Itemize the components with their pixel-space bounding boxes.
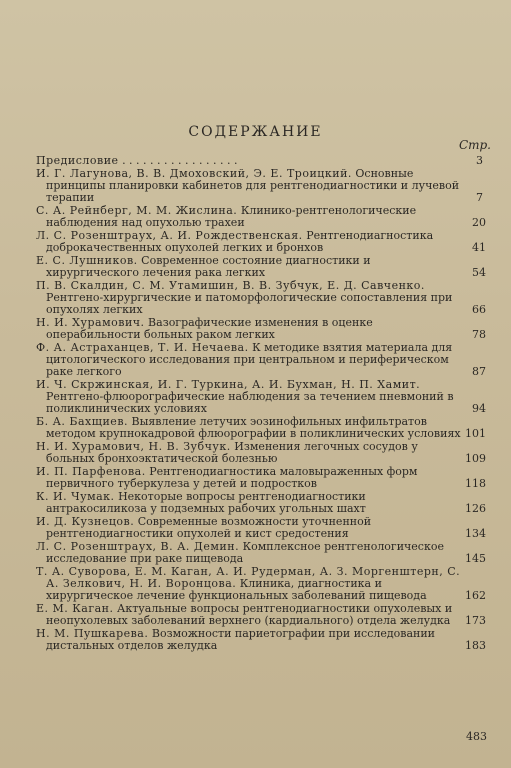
entry-title: Основные принципы планировки кабинетов для рентгенодиагностики и лучевой терапии <box>46 167 460 204</box>
entry-page-number: 66 <box>472 303 486 316</box>
entry-authors: Ф. А. Астраханцев, Т. И. Нечаева. <box>36 341 249 354</box>
entry-page-number: 145 <box>465 552 486 565</box>
entry-authors: Н. И. Хурамович, Н. В. Зубчук. <box>36 440 231 453</box>
toc-entry: Предисловие . . . . . . . . . . . . . . . . . 3 <box>36 154 483 167</box>
entry-page-number: 20 <box>472 216 486 229</box>
toc-entry <box>36 317 486 341</box>
entry-title: Изменения легочных сосудов у больных бронхоэктатической болезнью <box>46 440 418 465</box>
entry-page-number: 101 <box>465 427 486 440</box>
toc-entry <box>36 516 486 540</box>
entry-title: Современные возможности уточненной рентгенодиагностики опухолей и кист средостения <box>46 515 372 540</box>
toc-entry <box>36 541 486 565</box>
entry-title: Вазографические изменения в оценке операбильности больных раком легких <box>46 316 373 341</box>
entry-authors: Л. С. Розенштраух, В. А. Демин. <box>36 540 240 553</box>
entry-authors: И. Д. Кузнецов. <box>36 515 135 528</box>
toc-entry <box>36 230 486 254</box>
entry-title: Выявление летучих эозинофильных инфильтратов методом крупнокадровой флюорографии в поликлинических условиях <box>46 415 461 440</box>
entry-title: Рентгенодиагностика доброкачественных опухолей легких и бронхов <box>46 229 434 254</box>
toc-entry <box>36 491 486 515</box>
table-of-contents <box>36 155 486 653</box>
folio-number: 483 <box>466 730 487 743</box>
entry-page-number: 54 <box>472 266 486 279</box>
entry-title: Рентгено-хирургические и патоморфологические сопоставления при опухолях легких <box>46 291 453 316</box>
toc-entry <box>36 441 486 465</box>
toc-entry <box>36 255 486 279</box>
toc-entry <box>36 379 486 415</box>
entry-authors: И. П. Парфенова. <box>36 465 146 478</box>
entry-title: К методике взятия материала для цитологического исследования при центральном и периферическом раке легкого <box>46 341 453 378</box>
entry-title: Некоторые вопросы рентгенодиагностики антракосиликоза у подземных рабочих угольных шахт <box>46 490 366 515</box>
entry-authors: Н. М. Пушкарева. <box>36 627 149 640</box>
toc-entry <box>36 466 486 490</box>
entry-authors: Предисловие <box>36 154 119 167</box>
entry-authors: И. Г. Лагунова, В. В. Дмоховский, Э. Е. Троицкий. <box>36 167 352 180</box>
toc-entry <box>36 280 486 316</box>
toc-entry <box>36 205 486 229</box>
entry-page-number: 183 <box>465 639 486 652</box>
entry-page-number: 87 <box>472 365 486 378</box>
entry-title: Актуальные вопросы рентгенодиагностики опухолевых и неопухолевых заболеваний верхнего (кардиального) отдела желудка <box>46 602 453 627</box>
page-column-label: Стр. <box>458 138 491 152</box>
toc-entry <box>36 566 486 602</box>
entry-title: Клинико-рентгенологические наблюдения над опухолью трахеи <box>46 204 417 229</box>
entry-title: Рентгенодиагностика маловыраженных форм первичного туберкулеза у детей и подростков <box>46 465 418 490</box>
entry-authors: Н. И. Хурамович. <box>36 316 145 329</box>
entry-page-number: 173 <box>465 614 486 627</box>
entry-authors: Л. С. Розенштраух, А. И. Рождественская. <box>36 229 303 242</box>
entry-title: Комплексное рентгенологическое исследование при раке пищевода <box>46 540 444 565</box>
entry-title: Рентгено-флюорографические наблюдения за течением пневмоний в поликлинических условиях <box>46 390 454 415</box>
toc-entry <box>36 628 486 652</box>
entry-authors: Б. А. Бахщиев. <box>36 415 129 428</box>
toc-entry <box>36 603 486 627</box>
toc-entry <box>36 416 486 440</box>
entry-authors: Т. А. Суворова, Е. М. Каган, А. И. Рудерман, А. З. Моргенштерн, С. А. Зелкович, Н. И. Воронцова. <box>36 565 461 590</box>
entry-title: Современное состояние диагностики и хирургического лечения рака легких <box>46 254 371 279</box>
entry-authors: Е. М. Каган. <box>36 602 114 615</box>
entry-title: . . . . . . . . . . . . . . . . . <box>122 154 238 167</box>
page-title: СОДЕРЖАНИЕ <box>188 124 323 140</box>
entry-authors: Е. С. Лушников. <box>36 254 138 267</box>
entry-page-number: 126 <box>465 502 486 515</box>
toc-entry <box>36 342 486 378</box>
entry-authors: П. В. Скалдин, С. М. Утамишин, В. В. Зубчук, Е. Д. Савченко. <box>36 279 425 292</box>
entry-page-number: 109 <box>465 452 486 465</box>
entry-title: Возможности париетографии при исследовании дистальных отделов желудка <box>46 627 436 652</box>
entry-authors: И. Ч. Скржинская, И. Г. Туркина, А. И. Бухман, Н. П. Хамит. <box>36 378 421 391</box>
entry-title: Клиника, диагностика и хирургическое лечение функциональных заболеваний пищевода <box>46 577 427 602</box>
entry-page-number: 41 <box>472 241 486 254</box>
entry-authors: К. И. Чумак. <box>36 490 115 503</box>
entry-page-number: 162 <box>465 589 486 602</box>
entry-page-number: 78 <box>472 328 486 341</box>
entry-page-number: 118 <box>465 477 486 490</box>
entry-authors: С. А. Рейнберг, М. М. Жислина. <box>36 204 238 217</box>
entry-page-number: 94 <box>472 402 486 415</box>
entry-page-number: 134 <box>465 527 486 540</box>
toc-entry: И. Г. Лагунова, В. В. Дмоховский, Э. Е. Троицкий. Основные принципы планировки кабинетов для рентгенодиагностики и лучевой терапии 7 <box>36 167 483 204</box>
